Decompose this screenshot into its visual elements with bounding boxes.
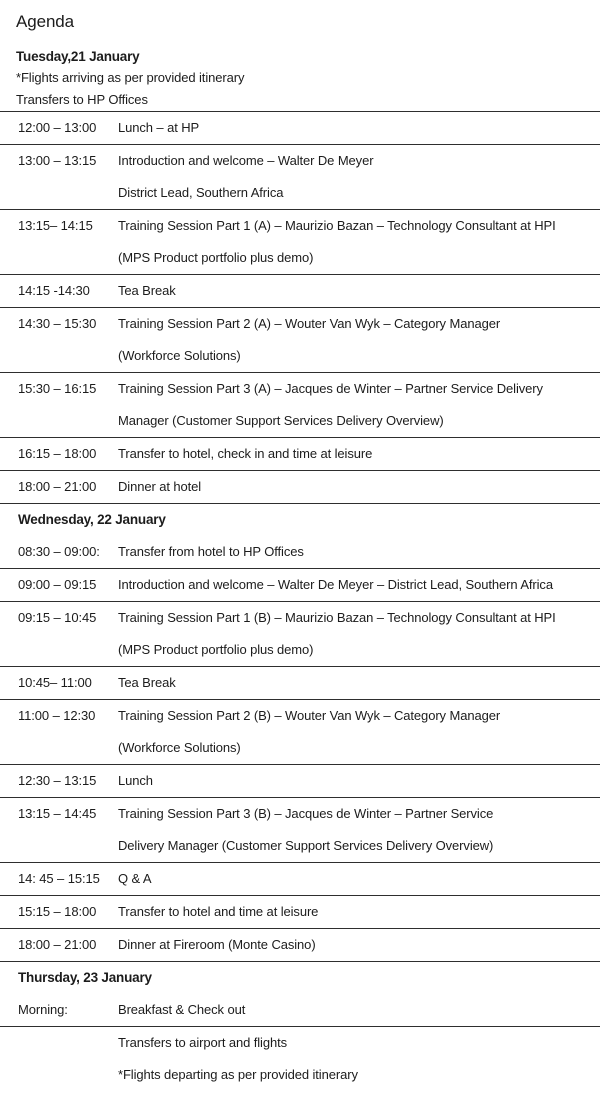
day-intro-tuesday <box>0 46 600 111</box>
day-header-tuesday: Tuesday,21 January <box>16 49 140 64</box>
agenda-row <box>0 307 600 372</box>
description-cell <box>118 602 600 666</box>
agenda-row <box>0 209 600 274</box>
time-cell: Morning: <box>18 1002 68 1017</box>
description-line: Tea Break <box>118 675 176 690</box>
description-line: Q & A <box>118 871 152 886</box>
description-cell <box>118 275 600 307</box>
description-cell <box>118 765 600 797</box>
time-cell: 12:30 – 13:15 <box>18 773 97 788</box>
description-line: Introduction and welcome – Walter De Meyer – District Lead, Southern Africa <box>118 577 553 592</box>
description-line: Dinner at Fireroom (Monte Casino) <box>118 937 316 952</box>
description-cell <box>118 373 600 437</box>
time-cell: 13:00 – 13:15 <box>18 153 97 168</box>
description-line: Dinner at hotel <box>118 479 202 494</box>
description-cell <box>118 210 600 274</box>
agenda-row <box>0 568 600 601</box>
time-cell: 14:30 – 15:30 <box>18 316 97 331</box>
description-cell <box>118 863 600 895</box>
description-line: Training Session Part 3 (A) – Jacques de Winter – Partner Service Delivery <box>118 381 543 396</box>
description-cell <box>118 536 600 568</box>
description-cell <box>118 308 600 372</box>
transfers-note: Transfers to HP Offices <box>16 92 148 107</box>
description-line: Transfer to hotel, check in and time at leisure <box>118 446 373 461</box>
time-cell: 12:00 – 13:00 <box>18 120 97 135</box>
time-cell: 08:30 – 09:00: <box>18 544 100 559</box>
description-line: Transfer from hotel to HP Offices <box>118 544 304 559</box>
time-cell: 11:00 – 12:30 <box>18 708 96 723</box>
agenda-row <box>0 666 600 699</box>
agenda-row <box>0 862 600 895</box>
description-line: Training Session Part 3 (B) – Jacques de Winter – Partner Service <box>118 806 494 821</box>
time-cell: 18:00 – 21:00 <box>18 479 97 494</box>
description-line: (Workforce Solutions) <box>118 740 241 755</box>
time-cell: 15:15 – 18:00 <box>18 904 97 919</box>
agenda-row <box>0 111 600 144</box>
flights-arriving-note: *Flights arriving as per provided itinerary <box>16 70 245 85</box>
agenda-row <box>0 797 600 862</box>
description-line: Delivery Manager (Customer Support Services Delivery Overview) <box>118 838 494 853</box>
day-header-wednesday: Wednesday, 22 January <box>0 503 600 536</box>
agenda-row <box>0 437 600 470</box>
description-line: Training Session Part 1 (A) – Maurizio Bazan – Technology Consultant at HPI <box>118 218 556 233</box>
description-cell <box>118 145 600 209</box>
time-cell: 09:00 – 09:15 <box>18 577 97 592</box>
agenda-row <box>0 764 600 797</box>
agenda-row <box>0 601 600 666</box>
page-title: Agenda <box>16 12 75 31</box>
description-cell <box>118 438 600 470</box>
description-line: Training Session Part 2 (B) – Wouter Van Wyk – Category Manager <box>118 708 501 723</box>
time-cell: 18:00 – 21:00 <box>18 937 97 952</box>
time-cell: 14:15 -14:30 <box>18 283 90 298</box>
time-cell: 09:15 – 10:45 <box>18 610 97 625</box>
description-cell <box>118 798 600 862</box>
description-line: (MPS Product portfolio plus demo) <box>118 250 314 265</box>
description-cell <box>118 1027 600 1091</box>
agenda-row <box>0 994 600 1026</box>
description-cell <box>118 929 600 961</box>
agenda-row <box>0 1026 600 1106</box>
description-line: District Lead, Southern Africa <box>118 185 284 200</box>
time-cell: 13:15 – 14:45 <box>18 806 97 821</box>
description-line: (MPS Product portfolio plus demo) <box>118 642 314 657</box>
day-header-thursday: Thursday, 23 January <box>0 961 600 994</box>
time-cell: 10:45– 11:00 <box>18 675 92 690</box>
agenda-row <box>0 699 600 764</box>
agenda-row <box>0 470 600 503</box>
time-cell: 15:30 – 16:15 <box>18 381 97 396</box>
agenda-row <box>0 144 600 209</box>
description-line: *Flights departing as per provided itinerary <box>118 1067 358 1082</box>
time-cell: 13:15– 14:15 <box>18 218 93 233</box>
description-cell <box>118 994 600 1026</box>
description-line: Lunch <box>118 773 153 788</box>
description-line: Introduction and welcome – Walter De Meyer <box>118 153 374 168</box>
description-line: Transfer to hotel and time at leisure <box>118 904 319 919</box>
description-line: Breakfast & Check out <box>118 1002 246 1017</box>
agenda-row <box>0 895 600 928</box>
description-line: Manager (Customer Support Services Delivery Overview) <box>118 413 444 428</box>
description-cell <box>118 667 600 699</box>
description-cell <box>118 112 600 144</box>
agenda-row <box>0 274 600 307</box>
description-cell <box>118 471 600 503</box>
time-cell: 14: 45 – 15:15 <box>18 871 100 886</box>
description-cell <box>118 569 600 601</box>
description-line: (Workforce Solutions) <box>118 348 241 363</box>
agenda-table <box>0 111 600 1106</box>
time-cell <box>0 1027 118 1091</box>
description-line: Tea Break <box>118 283 176 298</box>
agenda-row <box>0 372 600 437</box>
description-line: Training Session Part 2 (A) – Wouter Van Wyk – Category Manager <box>118 316 501 331</box>
description-cell <box>118 896 600 928</box>
time-cell: 16:15 – 18:00 <box>18 446 97 461</box>
agenda-row <box>0 536 600 568</box>
description-line: Transfers to airport and flights <box>118 1035 288 1050</box>
agenda-row <box>0 928 600 961</box>
description-line: Training Session Part 1 (B) – Maurizio Bazan – Technology Consultant at HPI <box>118 610 556 625</box>
description-line: Lunch – at HP <box>118 120 200 135</box>
description-cell <box>118 700 600 764</box>
